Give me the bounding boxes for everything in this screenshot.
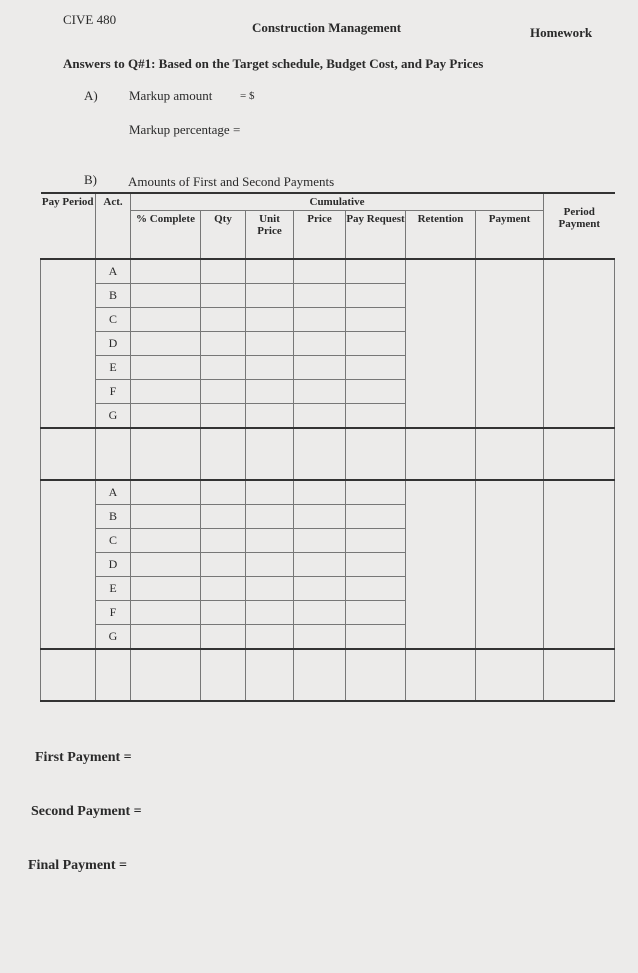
doc-type: Homework	[530, 25, 593, 40]
input-cell[interactable]	[246, 528, 294, 552]
header-pay-request: Pay Request	[346, 211, 406, 259]
activity-label: E	[96, 576, 131, 600]
input-cell[interactable]	[246, 552, 294, 576]
summary-cell[interactable]	[476, 480, 544, 649]
input-cell[interactable]	[201, 379, 246, 403]
header-pay-period: Pay Period	[41, 193, 96, 259]
second-payment-label: Second Payment =	[31, 804, 142, 819]
activity-label: D	[96, 331, 131, 355]
activity-row	[41, 259, 615, 284]
input-cell[interactable]	[131, 331, 201, 355]
pay-period-cell	[41, 259, 96, 428]
input-cell[interactable]	[294, 307, 346, 331]
input-cell[interactable]	[201, 528, 246, 552]
activity-label: A	[96, 259, 131, 284]
input-cell[interactable]	[246, 624, 294, 649]
input-cell[interactable]	[201, 355, 246, 379]
input-cell[interactable]	[201, 576, 246, 600]
input-cell[interactable]	[346, 403, 406, 428]
input-cell[interactable]	[131, 403, 201, 428]
header-act: Act.	[96, 193, 131, 259]
input-cell[interactable]	[131, 307, 201, 331]
input-cell[interactable]	[201, 259, 246, 284]
input-cell[interactable]	[294, 403, 346, 428]
input-cell[interactable]	[131, 259, 201, 284]
input-cell[interactable]	[346, 283, 406, 307]
activity-label: G	[96, 403, 131, 428]
activity-label: B	[96, 283, 131, 307]
input-cell[interactable]	[131, 379, 201, 403]
input-cell[interactable]	[131, 480, 201, 505]
header-period-payment: Period Payment	[544, 193, 615, 259]
input-cell[interactable]	[246, 480, 294, 505]
input-cell[interactable]	[294, 552, 346, 576]
markup-amount-eq: = $	[240, 90, 255, 102]
input-cell[interactable]	[346, 355, 406, 379]
activity-label: A	[96, 480, 131, 505]
summary-cell[interactable]	[406, 259, 476, 428]
input-cell[interactable]	[131, 576, 201, 600]
input-cell[interactable]	[201, 504, 246, 528]
markup-amount-label: Markup amount	[129, 88, 213, 103]
input-cell[interactable]	[131, 355, 201, 379]
course-code: CIVE 480	[63, 12, 117, 27]
input-cell[interactable]	[131, 528, 201, 552]
summary-cell[interactable]	[476, 259, 544, 428]
activity-label: F	[96, 379, 131, 403]
input-cell[interactable]	[294, 355, 346, 379]
input-cell[interactable]	[201, 552, 246, 576]
input-cell[interactable]	[131, 283, 201, 307]
input-cell[interactable]	[131, 624, 201, 649]
activity-label: F	[96, 600, 131, 624]
input-cell[interactable]	[201, 480, 246, 505]
first-payment-label: First Payment =	[35, 750, 132, 765]
input-cell[interactable]	[201, 307, 246, 331]
input-cell[interactable]	[246, 379, 294, 403]
activity-label: C	[96, 307, 131, 331]
header-percent-complete: % Complete	[131, 211, 201, 259]
input-cell[interactable]	[201, 331, 246, 355]
input-cell[interactable]	[294, 528, 346, 552]
input-cell[interactable]	[246, 600, 294, 624]
input-cell[interactable]	[201, 283, 246, 307]
input-cell[interactable]	[294, 504, 346, 528]
input-cell[interactable]	[246, 403, 294, 428]
input-cell[interactable]	[346, 379, 406, 403]
part-a-label: A)	[84, 88, 98, 103]
header-payment: Payment	[476, 211, 544, 259]
input-cell[interactable]	[346, 600, 406, 624]
part-b-title: Amounts of First and Second Payments	[128, 174, 335, 189]
input-cell[interactable]	[294, 600, 346, 624]
input-cell[interactable]	[346, 576, 406, 600]
input-cell[interactable]	[294, 259, 346, 284]
summary-cell[interactable]	[544, 480, 615, 649]
input-cell[interactable]	[246, 355, 294, 379]
payments-table	[40, 192, 615, 702]
header-unit-price: Unit Price	[246, 211, 294, 259]
input-cell[interactable]	[346, 552, 406, 576]
period-1-total-row	[41, 428, 615, 480]
input-cell[interactable]	[201, 600, 246, 624]
input-cell[interactable]	[346, 528, 406, 552]
part-b-label: B)	[84, 172, 97, 187]
input-cell[interactable]	[346, 624, 406, 649]
input-cell[interactable]	[246, 307, 294, 331]
input-cell[interactable]	[346, 480, 406, 505]
header-retention: Retention	[406, 211, 476, 259]
input-cell[interactable]	[346, 307, 406, 331]
header-qty: Qty	[201, 211, 246, 259]
input-cell[interactable]	[346, 331, 406, 355]
activity-label: C	[96, 528, 131, 552]
input-cell[interactable]	[346, 504, 406, 528]
input-cell[interactable]	[294, 331, 346, 355]
pay-period-cell	[41, 480, 96, 649]
input-cell[interactable]	[294, 480, 346, 505]
header-cumulative: Cumulative	[131, 193, 544, 211]
summary-cell[interactable]	[406, 480, 476, 649]
final-payment-label: Final Payment =	[28, 858, 127, 873]
input-cell[interactable]	[246, 331, 294, 355]
activity-label: G	[96, 624, 131, 649]
activity-label: E	[96, 355, 131, 379]
activity-row	[41, 480, 615, 505]
input-cell[interactable]	[131, 504, 201, 528]
input-cell[interactable]	[246, 504, 294, 528]
markup-percentage-label: Markup percentage =	[129, 122, 241, 137]
input-cell[interactable]	[201, 624, 246, 649]
input-cell[interactable]	[294, 576, 346, 600]
question-heading: Answers to Q#1: Based on the Target schedule, Budget Cost, and Pay Prices	[63, 56, 484, 71]
activity-label: D	[96, 552, 131, 576]
input-cell[interactable]	[246, 259, 294, 284]
input-cell[interactable]	[246, 576, 294, 600]
input-cell[interactable]	[294, 624, 346, 649]
input-cell[interactable]	[246, 283, 294, 307]
input-cell[interactable]	[131, 600, 201, 624]
input-cell[interactable]	[294, 379, 346, 403]
activity-label: B	[96, 504, 131, 528]
input-cell[interactable]	[346, 259, 406, 284]
input-cell[interactable]	[201, 403, 246, 428]
period-2-total-row	[41, 649, 615, 701]
header-price: Price	[294, 211, 346, 259]
input-cell[interactable]	[131, 552, 201, 576]
subject-title: Construction Management	[252, 20, 402, 35]
summary-cell[interactable]	[544, 259, 615, 428]
input-cell[interactable]	[294, 283, 346, 307]
